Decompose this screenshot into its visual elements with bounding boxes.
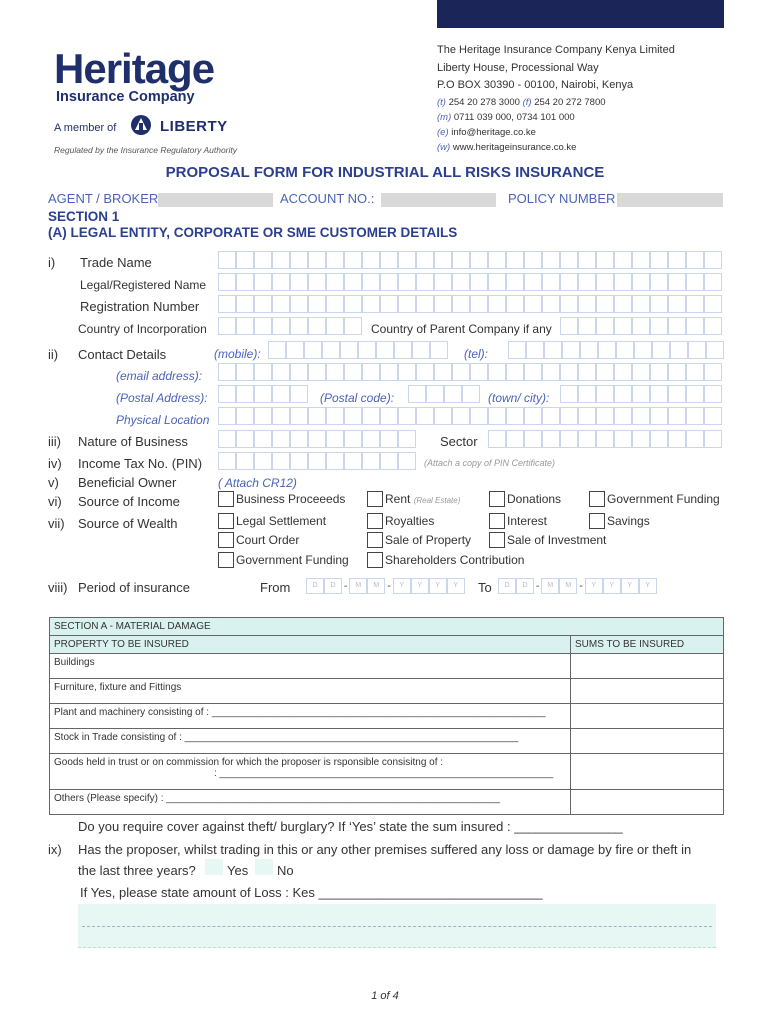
regulated-note: Regulated by the Insurance Regulatory Authority	[54, 145, 238, 155]
sum-input[interactable]	[571, 754, 724, 790]
checkbox-label: Government Funding	[607, 492, 720, 506]
reg-number-input[interactable]	[218, 295, 722, 313]
nature-label: Nature of Business	[78, 434, 188, 449]
reg-number-label: Registration Number	[80, 299, 200, 314]
legal-name-input[interactable]	[218, 273, 722, 291]
wealth-shareholders-checkbox[interactable]	[367, 552, 383, 568]
item-number: iv)	[48, 456, 62, 471]
item-number: iii)	[48, 434, 61, 449]
member-text: A member of	[54, 122, 117, 134]
checkbox-label: Donations	[507, 492, 562, 506]
postal-code-input[interactable]	[408, 385, 480, 403]
table-header-row	[50, 636, 724, 654]
item-number: i)	[48, 255, 56, 270]
nature-input[interactable]	[218, 430, 416, 448]
wealth-property-checkbox[interactable]	[367, 532, 383, 548]
logo-subtitle: Insurance Company	[56, 89, 195, 105]
mobile-line: (m) 0711 039 000, 0734 101 000	[437, 111, 575, 123]
checkbox-label: Court Order	[236, 533, 300, 547]
phone-line: (t) 254 20 278 3000 (f) 254 20 272 7800	[437, 96, 606, 108]
row-label: Others (Please specify) : ____________________________________________________________	[50, 790, 571, 815]
source-wealth-label: Source of Wealth	[78, 516, 178, 531]
col-sums: SUMS TO BE INSURED	[571, 636, 724, 654]
sector-label: Sector	[440, 434, 478, 449]
sum-input[interactable]	[571, 790, 724, 815]
mobile-label: (mobile):	[214, 347, 261, 361]
town-label: (town/ city):	[488, 391, 550, 405]
row-label	[50, 754, 571, 790]
country-parent-label: Country of Parent Company if any	[371, 322, 552, 336]
period-label: Period of insurance	[78, 580, 191, 595]
trade-name-input[interactable]	[218, 251, 722, 269]
table-title: SECTION A - MATERIAL DAMAGE	[50, 618, 724, 636]
email-line: (e) info@heritage.co.ke	[437, 126, 536, 138]
page-number: 1 of 4	[371, 990, 399, 1002]
contact-label: Contact Details	[78, 347, 167, 362]
attach-cr12-note: ( Attach CR12)	[218, 476, 297, 490]
address-line: Liberty House, Processional Way	[437, 61, 599, 74]
mobile-input[interactable]	[268, 341, 448, 359]
email-label: (email address):	[116, 369, 203, 383]
sum-input[interactable]	[571, 679, 724, 704]
wealth-legal-checkbox[interactable]	[218, 513, 234, 529]
heritage-logo: Heritage	[54, 45, 215, 92]
from-label: From	[260, 580, 291, 595]
row-label: Plant and machinery consisting of : ____________________________________________________________	[50, 704, 571, 729]
checkbox-label: Shareholders Contribution	[385, 553, 525, 567]
wealth-investment-checkbox[interactable]	[489, 532, 505, 548]
loss-amount-label: If Yes, please state amount of Loss : Kes _______________________________	[80, 885, 543, 900]
item-number: vii)	[48, 516, 65, 531]
sector-input[interactable]	[488, 430, 722, 448]
agent-field[interactable]	[158, 193, 273, 207]
checkbox-label: Business Proceeeds	[236, 492, 346, 506]
checkbox-label: Legal Settlement	[236, 514, 327, 528]
account-field[interactable]	[381, 193, 496, 207]
trade-name-label: Trade Name	[80, 255, 152, 270]
wealth-savings-checkbox[interactable]	[589, 513, 605, 529]
income-donations-checkbox[interactable]	[489, 491, 505, 507]
goods-line: : ____________________________________________________________	[214, 768, 554, 779]
country-inc-label: Country of Incorporation	[78, 322, 207, 336]
company-address	[437, 42, 675, 155]
agent-label: AGENT / BROKER	[48, 191, 159, 206]
wealth-royalties-checkbox[interactable]	[367, 513, 383, 529]
attach-pin-note: (Attach a copy of PIN Certificate)	[424, 458, 556, 468]
table-row	[50, 754, 724, 790]
table-row	[50, 679, 724, 704]
checkbox-label: Government Funding	[236, 553, 349, 567]
income-government-checkbox[interactable]	[589, 491, 605, 507]
address-line: The Heritage Insurance Company Kenya Limited	[437, 44, 675, 56]
item-number: v)	[48, 475, 59, 490]
town-input[interactable]	[560, 385, 722, 403]
item-number: ii)	[48, 347, 59, 362]
account-label: ACCOUNT NO.:	[280, 191, 375, 206]
physical-location-input[interactable]	[218, 407, 722, 425]
sum-input[interactable]	[571, 729, 724, 754]
checkbox-label: Rent (Real Estate)	[385, 492, 461, 506]
table-title-row	[50, 618, 724, 636]
income-rent-checkbox[interactable]	[367, 491, 383, 507]
table-row	[50, 654, 724, 679]
yes-label: Yes	[227, 863, 249, 878]
policy-label: POLICY NUMBER	[508, 191, 616, 206]
sum-input[interactable]	[571, 654, 724, 679]
country-parent-input[interactable]	[560, 317, 722, 335]
source-income-label: Source of Income	[78, 494, 180, 509]
table-row	[50, 790, 724, 815]
beneficial-owner-label: Beneficial Owner	[78, 475, 177, 490]
address-line: P.O BOX 30390 - 00100, Nairobi, Kenya	[437, 79, 634, 91]
checkbox-label: Royalties	[385, 514, 435, 528]
checkbox-label: Interest	[507, 514, 548, 528]
policy-field[interactable]	[617, 193, 723, 207]
no-label: No	[277, 863, 294, 878]
no-checkbox[interactable]	[255, 859, 273, 875]
wealth-government-checkbox[interactable]	[218, 552, 234, 568]
sum-input[interactable]	[571, 704, 724, 729]
section-1-heading: SECTION 1	[48, 209, 120, 224]
checkbox-label: Savings	[607, 514, 650, 528]
to-date-input[interactable]: D D - M M - Y Y Y Y	[498, 578, 657, 594]
to-label: To	[478, 580, 492, 595]
legal-name-label: Legal/Registered Name	[80, 278, 207, 292]
theft-question: Do you require cover against theft/ burglary? If ‘Yes’ state the sum insured : _______________	[78, 819, 623, 834]
goods-text: Goods held in trust or on commission for which the proposer is rsponsible consisitng of :	[54, 757, 444, 768]
postal-address-input[interactable]	[218, 385, 308, 403]
wealth-interest-checkbox[interactable]	[489, 513, 505, 529]
row-label: Buildings	[50, 654, 571, 679]
income-tax-label: Income Tax No. (PIN)	[78, 456, 203, 471]
header-bar	[437, 0, 724, 28]
checkbox-label: Sale of Property	[385, 533, 472, 547]
postal-code-label: (Postal code):	[320, 391, 395, 405]
item-number: ix)	[48, 842, 62, 857]
item-number: viii)	[48, 580, 68, 595]
tel-label: (tel):	[464, 347, 488, 361]
form-title: PROPOSAL FORM FOR INDUSTRIAL ALL RISKS INSURANCE	[165, 164, 605, 181]
country-inc-input[interactable]	[218, 317, 362, 335]
email-input[interactable]	[218, 363, 722, 381]
dashed-line	[82, 926, 712, 927]
postal-address-label: (Postal Address):	[116, 391, 208, 405]
physical-location-label: Physical Location	[116, 413, 210, 427]
liberty-logo: LIBERTY	[160, 118, 228, 135]
from-date-input[interactable]: D D - M M - Y Y Y Y	[306, 578, 465, 594]
row-label: Furniture, fixture and Fittings	[50, 679, 571, 704]
loss-question: Has the proposer, whilst trading in this or any other premises suffered any loss or damage by fire or theft in	[78, 842, 692, 857]
item-number: vi)	[48, 494, 62, 509]
tel-input[interactable]	[508, 341, 724, 359]
pin-input[interactable]	[218, 452, 416, 470]
income-business-checkbox[interactable]	[218, 491, 234, 507]
liberty-torch-icon	[128, 114, 154, 136]
loss-question-cont: the last three years?	[78, 863, 196, 878]
section-1-subheading: (A) LEGAL ENTITY, CORPORATE OR SME CUSTOMER DETAILS	[48, 225, 458, 240]
section-a-table	[49, 617, 724, 815]
row-label: Stock in Trade consisting of : ____________________________________________________________	[50, 729, 571, 754]
yes-checkbox[interactable]	[205, 859, 223, 875]
checkbox-label: Sale of Investment	[507, 533, 607, 547]
website-line: (w) www.heritageinsurance.co.ke	[437, 141, 577, 153]
table-row	[50, 704, 724, 729]
table-row	[50, 729, 724, 754]
col-property: PROPERTY TO BE INSURED	[50, 636, 571, 654]
wealth-court-checkbox[interactable]	[218, 532, 234, 548]
loss-details-textarea[interactable]	[78, 904, 716, 948]
